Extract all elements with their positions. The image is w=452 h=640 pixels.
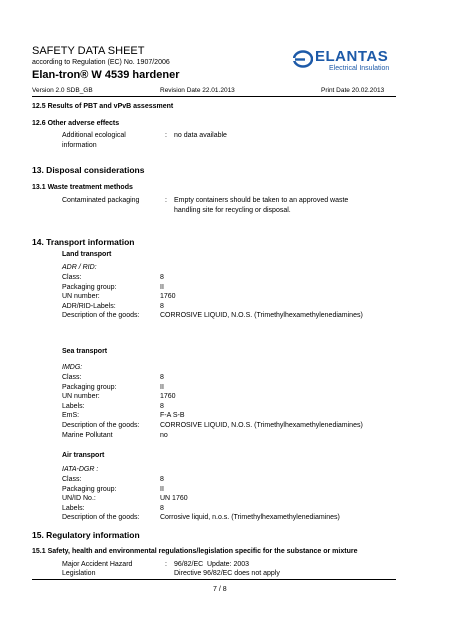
air-row-value: Corrosive liquid, n.o.s. (Trimethylhexamethylenediamines) [160, 514, 340, 522]
ecological-colon: : [165, 132, 167, 139]
air-row-value: 8 [160, 476, 164, 483]
section-13-title: 13. Disposal considerations [32, 165, 145, 175]
header-divider [32, 96, 396, 97]
major-accident-colon: : [165, 561, 167, 568]
land-row-label: UN number: [62, 293, 100, 301]
packaging-value-line1: Empty containers should be taken to an approved waste [174, 197, 349, 204]
product-name: Elan-tron® W 4539 hardener [32, 69, 180, 81]
major-accident-label-line2: Legislation [62, 570, 96, 577]
elantas-logo [293, 46, 403, 72]
land-row-value: 8 [160, 274, 164, 281]
air-row-label: UN/ID No.: [62, 495, 96, 503]
document-title: SAFETY DATA SHEET [32, 45, 145, 57]
air-row-label: Class: [62, 476, 82, 483]
sea-row-label: EmS: [62, 412, 80, 420]
major-accident-value-directive: 96/82/EC [174, 561, 204, 568]
section-14-title: 14. Transport information [32, 237, 135, 247]
sea-row-value: no [160, 431, 168, 439]
sea-row-label: Labels: [62, 402, 85, 410]
section-12-5-title: 12.5 Results of PBT and vPvB assessment [32, 103, 174, 110]
section-12-6-title: 12.6 Other adverse effects [32, 120, 120, 127]
sea-row-label: UN number: [62, 393, 100, 401]
land-row-value: II [160, 283, 164, 291]
sea-row-label: Description of the goods: [62, 422, 140, 429]
logo-tagline: Electrical Insulation [329, 65, 390, 72]
page-number: 7 / 8 [213, 586, 227, 593]
packaging-value-line2: handling site for recycling or disposal. [174, 207, 291, 214]
land-row-value: 8 [160, 302, 164, 310]
print-date: Print Date 20.02.2013 [321, 87, 385, 94]
sea-row-value: 1760 [160, 393, 176, 401]
sea-row-label: Packaging group: [62, 383, 117, 391]
sea-transport-heading: Sea transport [62, 348, 108, 355]
ecological-value: no data available [174, 132, 227, 139]
major-accident-value-update: Update: 2003 [207, 561, 250, 568]
section-13-1-title: 13.1 Waste treatment methods [32, 184, 133, 191]
sea-row-value: 8 [160, 402, 164, 410]
land-row-label: Description of the goods: [62, 312, 140, 320]
major-accident-label-line1: Major Accident Hazard [62, 561, 133, 568]
logo-wordmark: ELANTAS [315, 48, 389, 65]
land-transport-heading: Land transport [62, 251, 112, 258]
air-row-value: II [160, 485, 164, 493]
regulation-subtitle: according to Regulation (EC) No. 1907/2006 [32, 59, 170, 66]
air-row-value: UN 1760 [160, 495, 188, 503]
sea-row-label: Class: [62, 374, 82, 381]
land-row-label: Class: [62, 274, 82, 281]
packaging-label: Contaminated packaging [62, 197, 140, 204]
air-transport-heading: Air transport [62, 452, 105, 459]
sea-row-value: F-A S-B [160, 412, 185, 420]
revision-date: Revision Date 22.01.2013 [160, 87, 235, 94]
version: Version 2.0 SDB_GB [32, 87, 93, 94]
elantas-logo-icon [293, 50, 313, 68]
land-row-value: 1760 [160, 293, 176, 301]
air-regime: IATA-DGR : [62, 466, 99, 473]
land-regime: ADR / RID: [62, 264, 97, 271]
section-15-1-title: 15.1 Safety, health and environmental regulations/legislation specific for the substance or mixture [32, 548, 358, 555]
ecological-label-line1: Additional ecological [62, 132, 126, 139]
footer-divider [32, 579, 396, 580]
sea-row-value: CORROSIVE LIQUID, N.O.S. (Trimethylhexamethylenediamines) [160, 422, 363, 429]
air-row-value: 8 [160, 504, 164, 512]
major-accident-value-line2: Directive 96/82/EC does not apply [174, 570, 280, 577]
sea-regime: IMDG: [62, 364, 83, 371]
air-row-label: Description of the goods: [62, 514, 140, 522]
land-row-value: CORROSIVE LIQUID, N.O.S. (Trimethylhexamethylenediamines) [160, 312, 363, 320]
section-15-title: 15. Regulatory information [32, 530, 140, 540]
land-row-label: Packaging group: [62, 283, 117, 291]
sea-row-label: Marine Pollutant [62, 431, 113, 439]
air-row-label: Labels: [62, 504, 85, 512]
packaging-colon: : [165, 197, 167, 204]
land-row-label: ADR/RID-Labels: [62, 302, 116, 310]
air-row-label: Packaging group: [62, 485, 117, 493]
ecological-label-line2: information [62, 142, 97, 149]
sea-row-value: 8 [160, 374, 164, 381]
sea-row-value: II [160, 383, 164, 391]
